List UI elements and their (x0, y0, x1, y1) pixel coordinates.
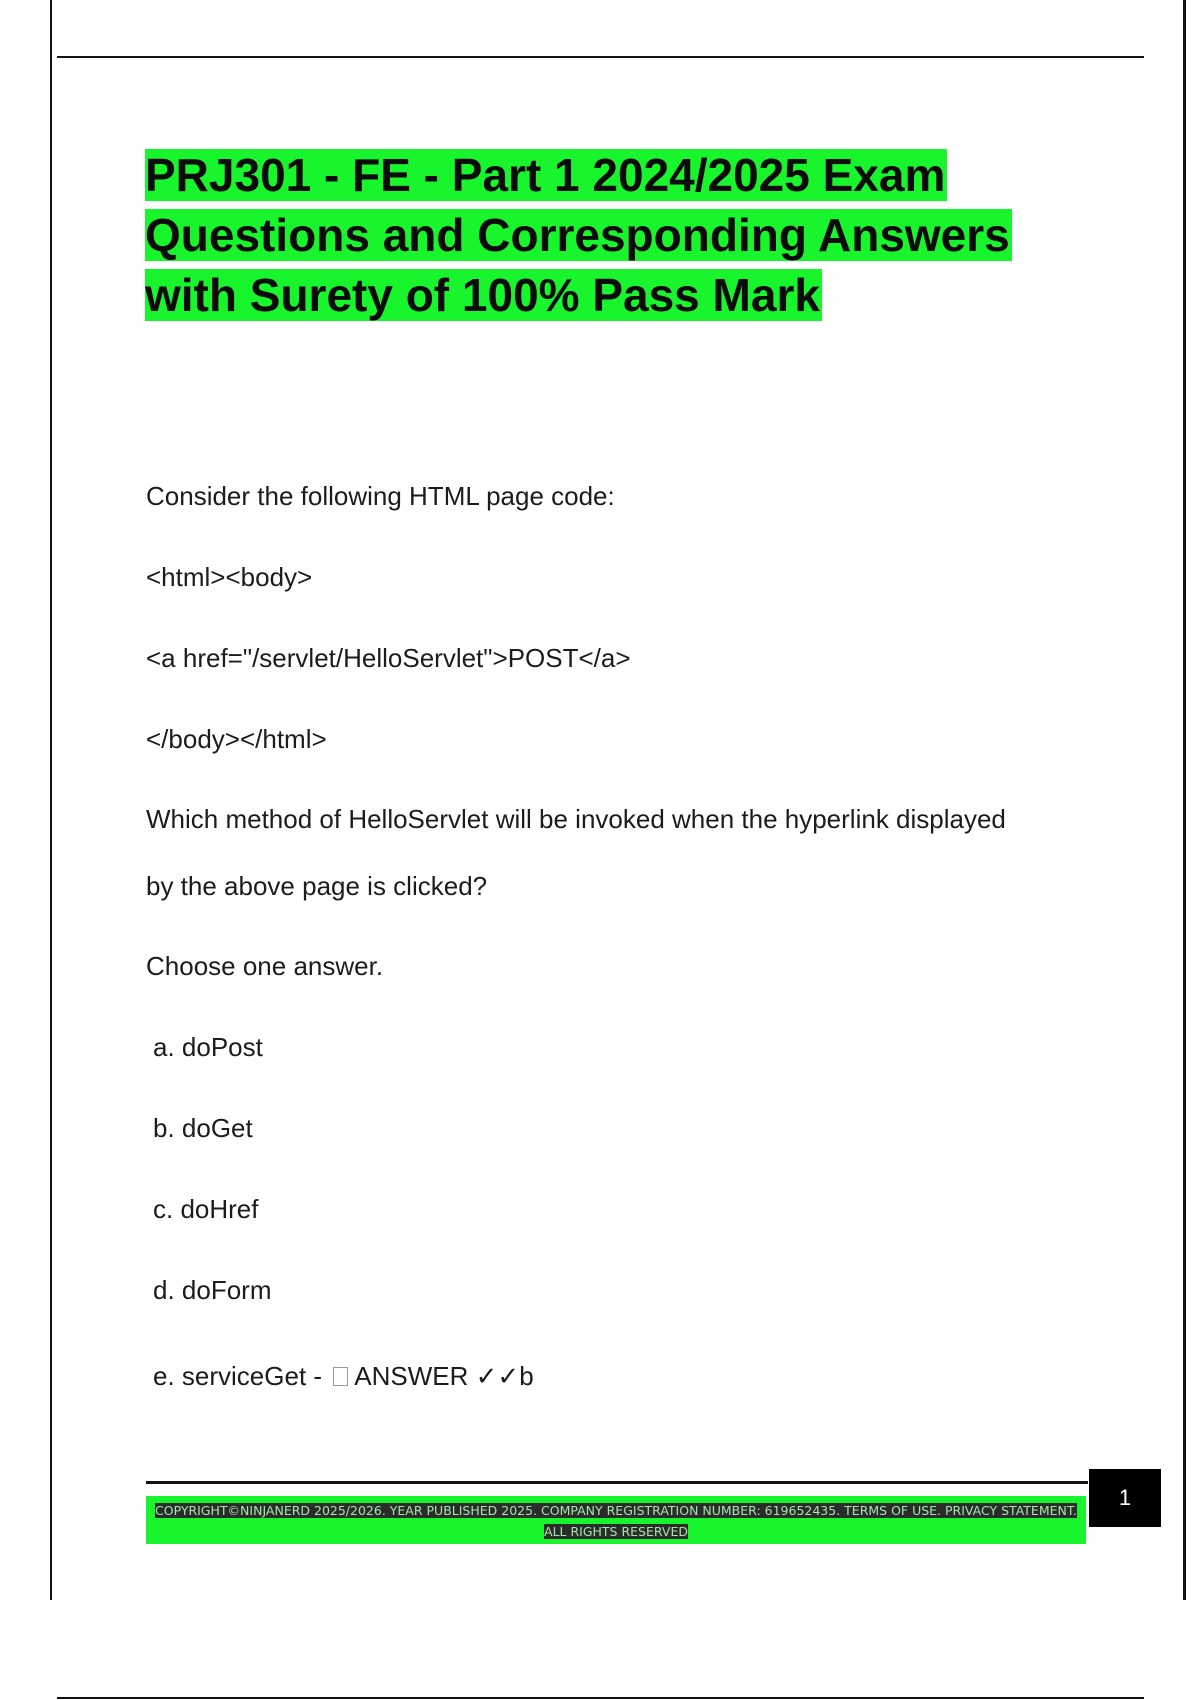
page-border-right (1183, 0, 1186, 1600)
question-instruction: Choose one answer. (146, 951, 384, 981)
top-rule (57, 56, 1144, 58)
option-d: d. doForm (153, 1275, 272, 1305)
option-a: a. doPost (153, 1032, 263, 1062)
answer-label: ANSWER ✓✓b (354, 1361, 534, 1391)
code-line-1: <html><body> (146, 562, 313, 592)
option-c: c. doHref (153, 1194, 259, 1224)
title-highlight: PRJ301 - FE - Part 1 2024/2025 Exam Questions and Corresponding Answers with Surety of 100% Pass Mark (145, 149, 1010, 321)
footer-copyright (146, 1500, 1086, 1542)
footer-copyright-text: COPYRIGHT©NINJANERD 2025/2026. YEAR PUBLISHED 2025. COMPANY REGISTRATION NUMBER: 619652435. TERMS OF USE. PRIVACY STATEMENT. ALL RIGHTS RESERVED (155, 1503, 1077, 1539)
question-prompt-line-2: by the above page is clicked? (146, 871, 488, 901)
page-border-left (50, 0, 52, 1600)
option-e-row (153, 1360, 534, 1392)
code-line-2: <a href="/servlet/HelloServlet">POST</a> (146, 643, 631, 673)
missing-glyph-box-icon (333, 1367, 348, 1386)
code-line-3: </body></html> (146, 724, 327, 754)
question-intro: Consider the following HTML page code: (146, 481, 615, 511)
option-b: b. doGet (153, 1113, 253, 1143)
bottom-rule (57, 1697, 1144, 1699)
question-prompt-line-1: Which method of HelloServlet will be invoked when the hyperlink displayed (146, 804, 1006, 834)
option-e: e. serviceGet - (153, 1361, 330, 1391)
page-number: 1 (1089, 1469, 1161, 1527)
footer-rule (146, 1481, 1088, 1484)
document-title (145, 145, 1075, 325)
